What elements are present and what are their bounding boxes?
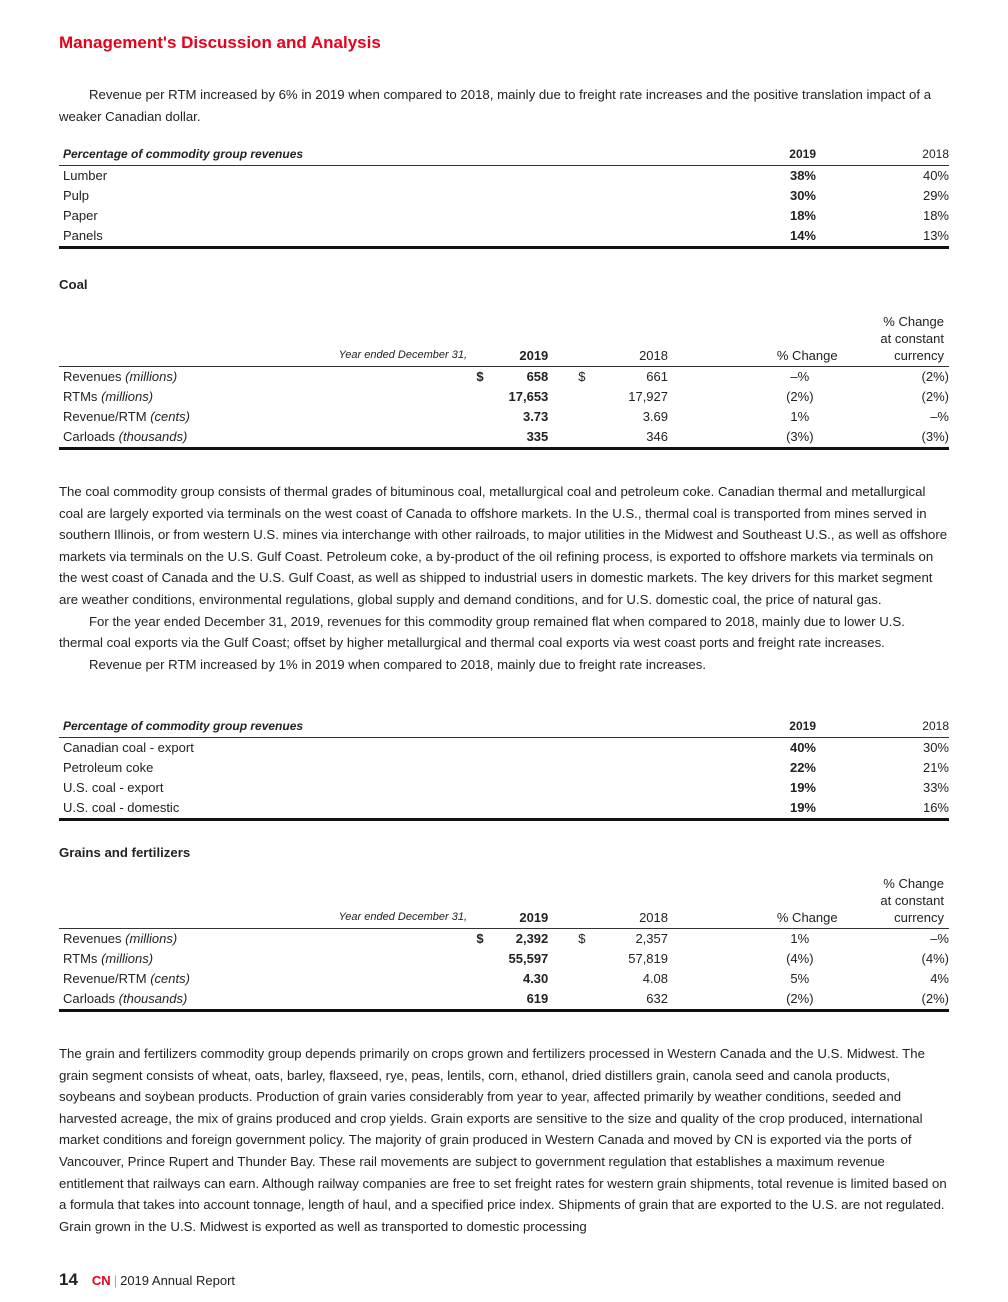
header-line: % Change <box>883 314 944 329</box>
value-2018: 632 <box>603 989 668 1011</box>
row-unit: (thousands) <box>118 991 188 1006</box>
table-row <box>59 949 949 969</box>
paragraph: Revenue per RTM increased by 1% in 2019 when compared to 2018, mainly due to freight rate increases. <box>89 656 706 672</box>
spacer <box>467 313 484 367</box>
pct-change: (3%) <box>668 427 842 449</box>
separator: | <box>113 1273 118 1288</box>
row-unit: (thousands) <box>118 429 188 444</box>
col-2019-header: 2019 <box>484 875 549 929</box>
forest-pct-table <box>59 143 949 249</box>
row-unit: (millions) <box>125 369 178 384</box>
table-row <box>59 407 949 427</box>
pct-change: (2%) <box>786 389 814 404</box>
currency-2018 <box>548 989 603 1011</box>
coal-text <box>59 481 949 675</box>
currency-2019 <box>467 407 484 427</box>
col-change-header: % Change <box>668 313 842 367</box>
pct-change-constant: (4%) <box>921 951 949 966</box>
col-2019-header: 2019 <box>683 143 816 166</box>
value-2019: 335 <box>484 427 549 449</box>
spacer <box>59 313 313 367</box>
spacer <box>548 875 603 929</box>
col-2018-header: 2018 <box>816 715 949 738</box>
pct-change: –% <box>790 369 810 384</box>
table-row <box>59 778 949 798</box>
col-2018-header: 2018 <box>603 875 668 929</box>
table-row <box>59 929 949 950</box>
value-2019: 40% <box>789 740 816 755</box>
table-row <box>59 989 949 1011</box>
currency-2019: $ <box>476 931 484 946</box>
pct-change: 1% <box>790 931 810 946</box>
row-label-text: RTMs <box>63 389 98 404</box>
currency-2019 <box>467 949 484 969</box>
value-2018: 17,927 <box>628 389 668 404</box>
currency-2018 <box>548 407 603 427</box>
col-constant-header <box>842 313 949 367</box>
value-2019: 17,653 <box>508 389 549 404</box>
table-row <box>59 427 949 449</box>
value-2019: 619 <box>484 989 549 1011</box>
pct-change-constant: (3%) <box>842 427 949 449</box>
row-label: Canadian coal - export <box>63 740 194 755</box>
grains-heading: Grains and fertilizers <box>59 845 191 860</box>
row-label: Lumber <box>63 168 108 183</box>
coal-table <box>59 313 949 450</box>
currency-2018 <box>548 949 603 969</box>
value-2018: 661 <box>646 369 668 384</box>
row-label <box>59 989 467 1011</box>
table-row <box>59 969 949 989</box>
value-2018: 21% <box>922 760 949 775</box>
pct-change: (4%) <box>786 951 814 966</box>
table-title: Percentage of commodity group revenues <box>59 143 683 166</box>
value-2018: 29% <box>922 188 949 203</box>
value-2018: 30% <box>922 740 949 755</box>
coal-heading: Coal <box>59 277 88 292</box>
currency-2018 <box>548 387 603 407</box>
table-row <box>59 387 949 407</box>
row-unit: (millions) <box>101 389 154 404</box>
value-2019: 30% <box>789 188 816 203</box>
row-label: Pulp <box>63 188 90 203</box>
value-2019: 2,392 <box>515 931 549 946</box>
value-2018: 13% <box>816 226 949 248</box>
table-title: Percentage of commodity group revenues <box>59 715 683 738</box>
table-row <box>59 186 949 206</box>
currency-2018: $ <box>578 931 586 946</box>
row-label <box>59 387 467 407</box>
row-label-text: Revenue/RTM <box>63 971 147 986</box>
col-2018-header: 2018 <box>816 143 949 166</box>
row-label: U.S. coal - export <box>63 780 164 795</box>
table-row <box>59 738 949 759</box>
value-2019: 55,597 <box>508 951 549 966</box>
brand-logo: CN <box>91 1273 111 1288</box>
value-2019: 22% <box>789 760 816 775</box>
page-title: Management's Discussion and Analysis <box>59 33 381 52</box>
paragraph: For the year ended December 31, 2019, revenues for this commodity group remained flat when compared to 2018, mainly due to lower U.S. thermal coal exports via the Gulf Coast; offset by higher metallurgical and thermal coal exports via west coast ports and freight rate increases. <box>59 613 905 651</box>
row-label <box>59 367 467 388</box>
row-unit: (millions) <box>125 931 178 946</box>
intro-text <box>59 84 949 127</box>
pct-change-constant: –% <box>930 931 949 946</box>
col-2019-header: 2019 <box>484 313 549 367</box>
row-label: U.S. coal - domestic <box>59 798 683 820</box>
value-2018: 2,357 <box>635 931 668 946</box>
value-2019: 18% <box>789 208 816 223</box>
value-2019: 38% <box>789 168 816 183</box>
year-ended-label: Year ended December 31, <box>313 313 467 367</box>
currency-2019 <box>467 969 484 989</box>
row-label-text: Carloads <box>63 991 116 1006</box>
row-label <box>59 949 467 969</box>
row-label-text: Carloads <box>63 429 116 444</box>
header-line: % Change <box>883 876 944 891</box>
row-unit: (cents) <box>150 971 190 986</box>
paragraph: The coal commodity group consists of thermal grades of bituminous coal, metallurgical coal and petroleum coke. Canadian thermal and metallurgical coal are largely exported via terminals on the west coast of Canada to offshore markets. In the U.S., thermal coal is transported from mines served in southern Illinois, or from western U.S. mines via interchange with other railroads, to major utilities in the Midwest and Southeast U.S., as well as offshore markets via terminals on the U.S. Gulf Coast. Petroleum coke, a by-product of the oil refining process, is exported to offshore markets via terminals on the west coast of Canada and the U.S. Gulf Coast, as well as shipped to industrial users in domestic markets. The key drivers for this market segment are weather conditions, environmental regulations, global supply and demand conditions, and for U.S. domestic coal, the price of natural gas. <box>59 484 948 607</box>
spacer <box>548 313 603 367</box>
col-change-header: % Change <box>668 875 842 929</box>
table-row <box>59 226 949 248</box>
row-label: Panels <box>59 226 683 248</box>
report-name: 2019 Annual Report <box>120 1273 236 1288</box>
page-number: 14 <box>59 1270 78 1289</box>
currency-2019 <box>467 427 484 449</box>
col-constant-header <box>842 875 949 929</box>
pct-change-constant: –% <box>930 409 949 424</box>
pct-change: (2%) <box>668 989 842 1011</box>
value-2019: 3.73 <box>522 409 549 424</box>
value-2018: 16% <box>816 798 949 820</box>
row-label-text: RTMs <box>63 951 98 966</box>
currency-2018: $ <box>578 369 586 384</box>
currency-2019 <box>467 387 484 407</box>
value-2018: 18% <box>922 208 949 223</box>
value-2018: 346 <box>603 427 668 449</box>
value-2018: 57,819 <box>628 951 668 966</box>
pct-change-constant: (2%) <box>842 989 949 1011</box>
row-label <box>59 407 467 427</box>
value-2018: 3.69 <box>642 409 668 424</box>
table-row <box>59 367 949 388</box>
row-label: Petroleum coke <box>63 760 154 775</box>
year-ended-label: Year ended December 31, <box>313 875 467 929</box>
table-row <box>59 798 949 820</box>
currency-2018 <box>548 427 603 449</box>
header-line: at constant <box>880 331 944 346</box>
row-label-text: Revenues <box>63 931 122 946</box>
row-label-text: Revenue/RTM <box>63 409 147 424</box>
footer <box>59 1270 235 1290</box>
table-row <box>59 206 949 226</box>
value-2019: 658 <box>526 369 549 384</box>
value-2019: 14% <box>683 226 816 248</box>
pct-change-constant: (2%) <box>921 389 949 404</box>
value-2019: 19% <box>789 780 816 795</box>
paragraph: Revenue per RTM increased by 6% in 2019 when compared to 2018, mainly due to freight rate increases and the positive translation impact of a weaker Canadian dollar. <box>59 87 932 124</box>
value-2018: 4.08 <box>642 971 668 986</box>
coal-pct-table <box>59 715 949 821</box>
row-label: Paper <box>63 208 98 223</box>
currency-2019: $ <box>476 369 484 384</box>
row-label <box>59 969 467 989</box>
col-2019-header: 2019 <box>683 715 816 738</box>
row-label <box>59 929 467 950</box>
value-2018: 40% <box>922 168 949 183</box>
col-2018-header: 2018 <box>603 313 668 367</box>
header-line: at constant <box>880 893 944 908</box>
pct-change-constant: (2%) <box>921 369 949 384</box>
value-2019: 4.30 <box>522 971 549 986</box>
table-row <box>59 166 949 187</box>
spacer <box>467 875 484 929</box>
value-2019: 19% <box>683 798 816 820</box>
pct-change-constant: 4% <box>930 971 949 986</box>
grains-table <box>59 875 949 1012</box>
paragraph: The grain and fertilizers commodity group depends primarily on crops grown and fertilizers processed in Western Canada and the U.S. Midwest. The grain segment consists of wheat, oats, barley, flaxseed, rye, peas, lentils, corn, ethanol, dried distillers grain, canola seed and canola products, soybeans and soybean products. Production of grain varies considerably from year to year, affected primarily by weather conditions, seeded and harvested acreage, the mix of grains produced and crop yields. Grain exports are sensitive to the size and quality of the crop produced, international market conditions and foreign government policy. The majority of grain produced in Western Canada and moved by CN is exported via the ports of Vancouver, Prince Rupert and Thunder Bay. These rail movements are subject to government regulation that establishes a maximum revenue entitlement that railways can earn. Although railway companies are free to set freight rates for western grain shipments, total revenue is limited based on a formula that takes into account tonnage, length of haul, and a specified price index. Shipments of grain that are exported to the U.S. are not regulated. Grain grown in the U.S. Midwest is exported as well as transported to domestic processing <box>59 1046 947 1234</box>
row-unit: (cents) <box>150 409 190 424</box>
value-2018: 33% <box>922 780 949 795</box>
currency-2018 <box>548 969 603 989</box>
pct-change: 5% <box>790 971 810 986</box>
spacer <box>59 875 313 929</box>
currency-2019 <box>467 989 484 1011</box>
row-unit: (millions) <box>101 951 154 966</box>
header-line: currency <box>894 348 944 363</box>
row-label <box>59 427 467 449</box>
header-line: currency <box>894 910 944 925</box>
grains-text <box>59 1043 949 1237</box>
table-row <box>59 758 949 778</box>
row-label-text: Revenues <box>63 369 122 384</box>
pct-change: 1% <box>790 409 810 424</box>
